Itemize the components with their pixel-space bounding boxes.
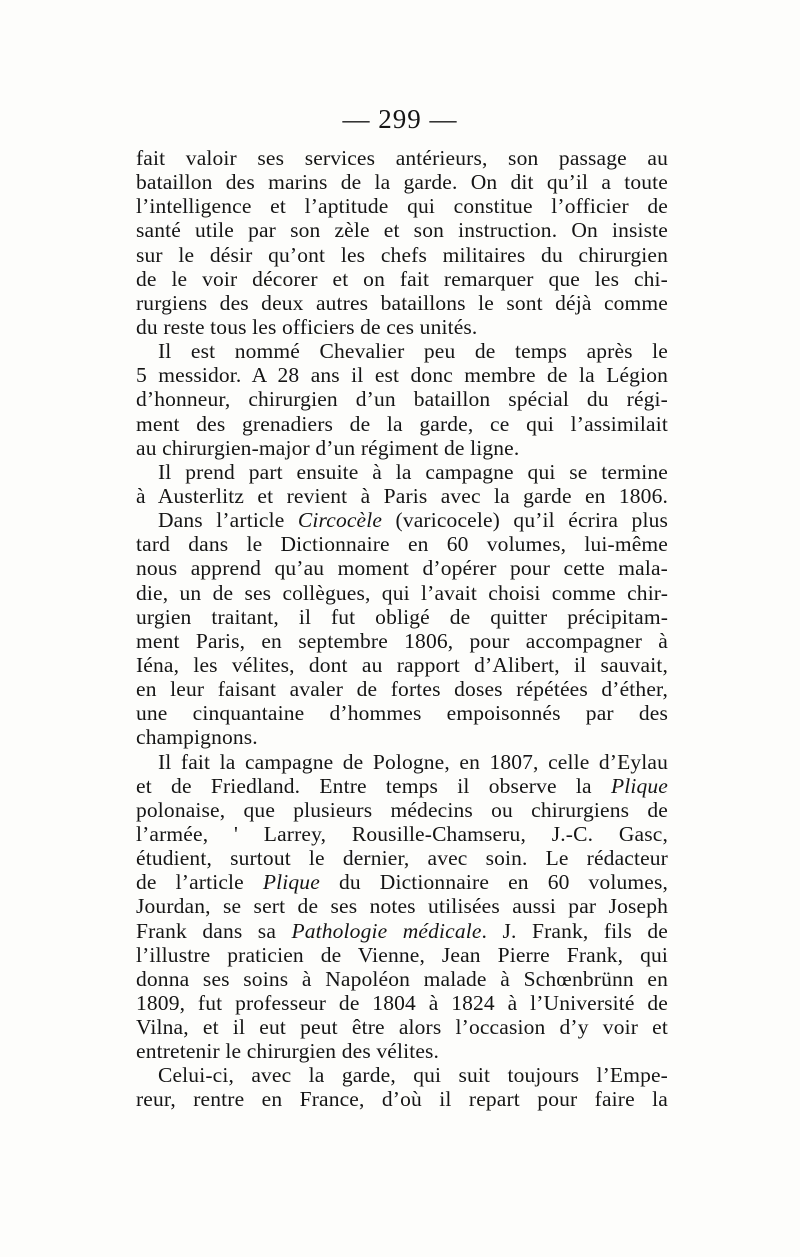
text-line: 5 messidor. A 28 ans il est donc membre de la Légion [136, 363, 668, 388]
text-line: une cinquantaine d’hommes empoisonnés par des [136, 701, 668, 726]
text-line: de le voir décorer et on fait remarquer que les chi- [136, 266, 668, 291]
text-line: au chirurgien-major d’un régiment de ligne. [136, 435, 520, 460]
text-line: Celui-ci, avec la garde, qui suit toujours l’Empe- [158, 1063, 668, 1088]
text-line: ment Paris, en septembre 1806, pour accompagner à [136, 628, 668, 653]
text-line: tard dans le Dictionnaire en 60 volumes, lui-même [136, 532, 668, 557]
text-line: urgien traitant, il fut obligé de quitter précipitam- [136, 604, 668, 629]
text-line: nous apprend qu’au moment d’opérer pour cette mala- [136, 556, 668, 581]
text-line: de l’article Plique du Dictionnaire en 60 volumes, [136, 870, 668, 895]
text-line: entretenir le chirurgien des vélites. [136, 1039, 440, 1064]
text-line: fait valoir ses services antérieurs, son passage au [136, 146, 668, 170]
text-line: Vilna, et il eut peut être alors l’occasion d’y voir et [136, 1015, 668, 1040]
text-line: étudient, surtout le dernier, avec soin. Le rédacteur [136, 846, 668, 871]
text-line: die, un de ses collègues, qui l’avait choisi comme chir- [136, 580, 668, 605]
text-line: Il est nommé Chevalier peu de temps après le [158, 339, 668, 364]
text-line: 1809, fut professeur de 1804 à 1824 à l’Université de [136, 990, 668, 1015]
text-line: santé utile par son zèle et son instruction. On insiste [136, 218, 668, 243]
text-line: à Austerlitz et revient à Paris avec la garde en 1806. [136, 483, 668, 508]
text-line: du reste tous les officiers de ces unités. [136, 314, 478, 339]
text-line: Frank dans sa Pathologie médicale. J. Frank, fils de [136, 918, 668, 943]
text-line: d’honneur, chirurgien d’un bataillon spécial du régi- [136, 387, 668, 412]
text-line: reur, rentre en France, d’où il repart pour faire la [136, 1087, 668, 1112]
text-line: donna ses soins à Napoléon malade à Schœnbrünn en [136, 966, 668, 991]
text-line: Jourdan, se sert de ses notes utilisées aussi par Joseph [136, 894, 668, 919]
text-line: ment des grenadiers de la garde, ce qui l’assimilait [136, 411, 668, 436]
text-line: champignons. [136, 725, 258, 750]
text-line: Il fait la campagne de Pologne, en 1807, celle d’Eylau [158, 749, 668, 774]
text-line: l’intelligence et l’aptitude qui constitue l’officier de [136, 194, 668, 219]
text-line: en leur faisant avaler de fortes doses répétées d’éther, [136, 677, 668, 702]
body-text [136, 146, 668, 1112]
text-line: Iéna, les vélites, dont au rapport d’Alibert, il sauvait, [136, 652, 668, 677]
text-line: bataillon des marins de la garde. On dit qu’il a toute [136, 170, 668, 195]
text-line: rurgiens des deux autres bataillons le sont déjà comme [136, 290, 668, 315]
text-line: polonaise, que plusieurs médecins ou chirurgiens de [136, 797, 668, 822]
text-line: l’armée, ' Larrey, Rousille-Chamseru, J.-C. Gasc, [136, 821, 668, 846]
text-line: et de Friedland. Entre temps il observe la Plique [136, 773, 668, 798]
page-number: — 299 — [342, 104, 458, 134]
text-line: Il prend part ensuite à la campagne qui se termine [158, 459, 668, 484]
text-line: Dans l’article Circocèle (varicocele) qu’il écrira plus [158, 508, 668, 533]
text-line: l’illustre praticien de Vienne, Jean Pierre Frank, qui [136, 942, 668, 967]
text-line: sur le désir qu’ont les chefs militaires du chirurgien [136, 242, 668, 267]
